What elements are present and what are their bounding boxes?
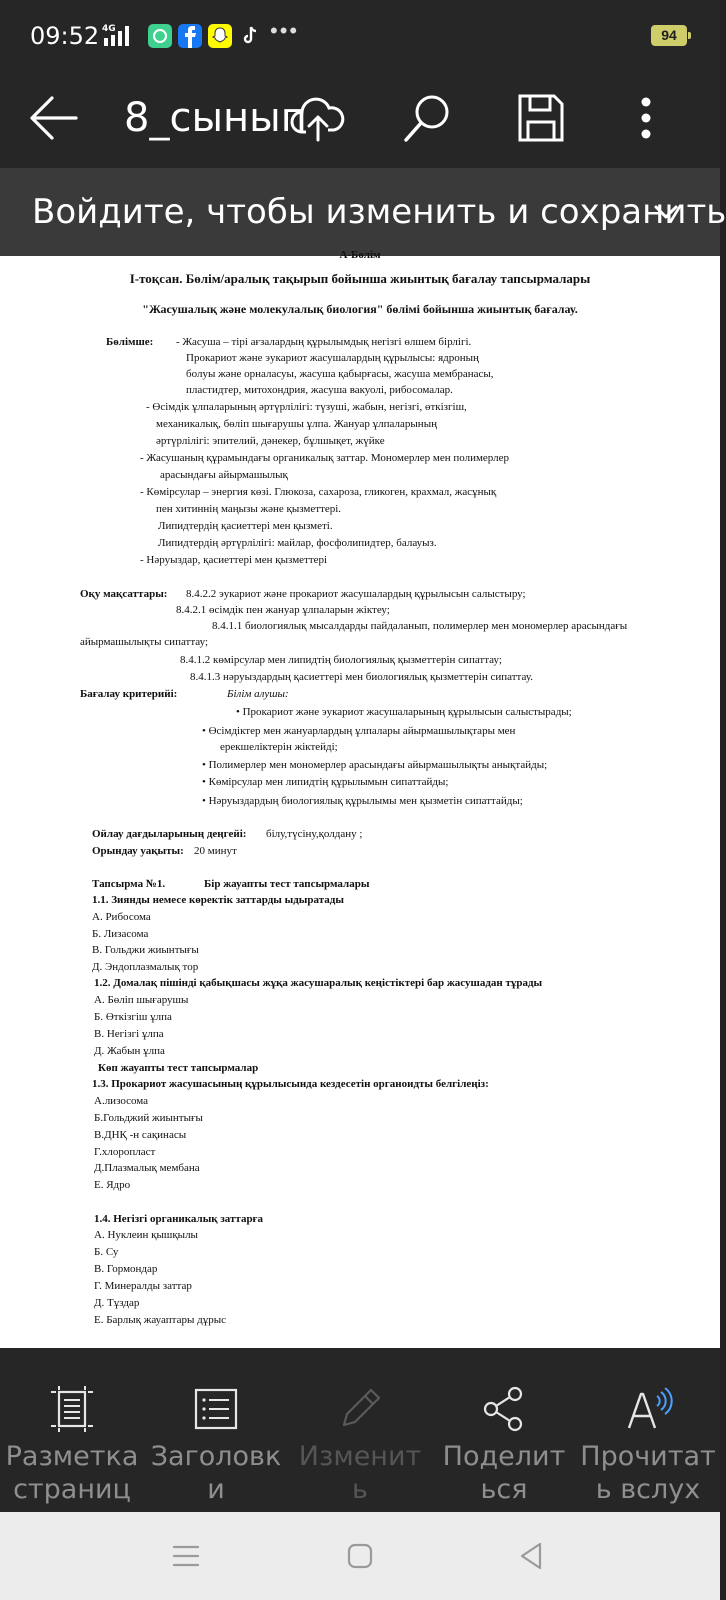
network-type: 4G bbox=[102, 24, 116, 34]
section-line: әртүрлілігі: эпителий, дәнекер, бұлшықет, жүйке bbox=[156, 435, 385, 447]
status-bar bbox=[0, 0, 720, 72]
back-arrow-icon[interactable] bbox=[22, 86, 86, 150]
objective-line: 8.4.1.1 биологиялық мысалдарды пайдаланып, полимерлер мен мономерлер арасындағы bbox=[212, 620, 628, 632]
task-label: Тапсырма №1. bbox=[92, 878, 166, 890]
answer-option: Д. Эндоплазмалық тор bbox=[92, 961, 199, 973]
edit-label: Изменить bbox=[298, 1441, 422, 1505]
section-label: Бөлімше: bbox=[106, 336, 154, 348]
criteria-line: • Нәруыздардың биологиялық құрылымы мен қызметін сипаттайды; bbox=[202, 795, 523, 807]
multi-answer-heading: Көп жауапты тест тапсырмалар bbox=[98, 1062, 259, 1074]
section-line: - Көмірсулар – энергия көзі. Глюкоза, сахароза, гликоген, крахмал, жасұнық bbox=[140, 486, 497, 498]
document-subtitle: "Жасушалық және молекулалық биология" бөлімі бойынша жиынтық бағалау. bbox=[142, 302, 578, 316]
headings-label: Заголовки bbox=[150, 1441, 282, 1505]
system-nav-bar bbox=[0, 1512, 720, 1600]
document-page[interactable] bbox=[0, 249, 720, 1348]
edit-pencil-icon bbox=[335, 1384, 385, 1434]
section-line: болуы және орналасуы, жасуша қабырғасы, жасуша мембранасы, bbox=[186, 368, 494, 380]
messaging-app-icon bbox=[148, 24, 172, 48]
question-title: 1.1. Зиянды немесе көректік заттарды ыдыратады bbox=[92, 894, 344, 906]
app-bar bbox=[0, 72, 720, 168]
answer-option: Г.хлоропласт bbox=[94, 1146, 156, 1158]
read-aloud-label: Прочитать вслух bbox=[580, 1441, 716, 1505]
facebook-icon bbox=[178, 24, 202, 48]
answer-option: Б. Лизасома bbox=[92, 928, 149, 940]
section-line: Липидтердің қасиеттері мен қызметі. bbox=[158, 520, 333, 532]
save-icon[interactable] bbox=[508, 86, 572, 150]
answer-option: А. Бөліп шығарушы bbox=[94, 994, 189, 1006]
status-time: 09:52 bbox=[30, 22, 100, 50]
objective-line: 8.4.1.2 көмірсулар мен липидтің биологиялық қызметтерін сипаттау; bbox=[180, 654, 502, 666]
criteria-line: • Полимерлер мен мономерлер арасындағы айырмашылықты анықтайды; bbox=[202, 759, 548, 771]
objectives-label: Оқу мақсаттары: bbox=[80, 588, 168, 600]
answer-option: А. Рибосома bbox=[92, 911, 151, 923]
criteria-label: Бағалау критерийі: bbox=[80, 688, 178, 700]
bottom-toolbar bbox=[0, 1348, 720, 1512]
answer-option: Д.Плазмалық мембана bbox=[94, 1162, 200, 1174]
share-button[interactable] bbox=[432, 1348, 576, 1512]
page-layout-button[interactable] bbox=[0, 1348, 144, 1512]
duration-label: Орындау уақыты: bbox=[92, 845, 184, 857]
answer-option: Г. Минералды заттар bbox=[94, 1280, 192, 1292]
criteria-line: ерекшеліктерін жіктейді; bbox=[220, 741, 338, 753]
answer-option: Е. Ядро bbox=[94, 1179, 131, 1191]
objective-line: 8.4.1.3 нәруыздардың қасиеттері мен биологиялық қызметтерін сипаттау. bbox=[190, 671, 533, 683]
section-line: Прокариот және эукариот жасушалардың құрылысы: ядроның bbox=[186, 352, 479, 364]
section-line: пен хитиннің маңызы және қызметтері. bbox=[156, 503, 342, 515]
sign-in-banner[interactable] bbox=[0, 168, 726, 256]
thinking-skills-value: білу,түсіну,қолдану ; bbox=[266, 828, 363, 840]
answer-option: Б. Өткізгіш ұлпа bbox=[94, 1011, 172, 1023]
cloud-upload-icon[interactable] bbox=[286, 86, 350, 150]
answer-option: Д. Жабын ұлпа bbox=[94, 1045, 165, 1057]
headings-button[interactable] bbox=[144, 1348, 288, 1512]
edit-button[interactable] bbox=[288, 1348, 432, 1512]
document-title: 8_сынып bbox=[124, 95, 307, 141]
answer-option: Б.Гольджий жиынтығы bbox=[94, 1112, 203, 1124]
section-line: - Жасуша – тірі ағзалардың құрылымдық негізгі өлшем бірлігі. bbox=[176, 336, 472, 348]
criteria-line: • Көмірсулар мен липидтің құрылымын сипаттайды; bbox=[202, 776, 449, 788]
answer-option: А.лизосома bbox=[94, 1095, 149, 1107]
criteria-line: • Өсімдіктер мен жануарлардың ұлпалары айырмашылықтары мен bbox=[202, 725, 516, 737]
battery-indicator bbox=[651, 25, 687, 46]
snapchat-icon bbox=[208, 24, 232, 48]
signal-icon bbox=[100, 22, 140, 48]
section-line: - Нәруыздар, қасиеттері мен қызметтері bbox=[140, 554, 328, 566]
question-title: 1.2. Домалақ пішінді қабықшасы жұқа жасушаралық кеңістіктері бар жасушадан тұрады bbox=[94, 977, 543, 989]
headings-icon bbox=[191, 1384, 241, 1434]
recent-apps-icon[interactable] bbox=[166, 1536, 206, 1576]
page-layout-label: Разметка страниц bbox=[5, 1441, 139, 1505]
document-title-heading: І-тоқсан. Бөлім/аралық тақырып бойынша жиынтық бағалау тапсырмалары bbox=[129, 271, 591, 286]
read-aloud-icon bbox=[623, 1384, 673, 1434]
section-line: арасындағы айырмашылық bbox=[160, 469, 288, 481]
section-line: пластидтер, митохондрия, жасуша вакуолі, рибосомалар. bbox=[186, 384, 453, 396]
more-notifications-icon: ••• bbox=[270, 18, 300, 43]
search-icon[interactable] bbox=[396, 86, 460, 150]
answer-option: В.ДНҚ -н сақинасы bbox=[94, 1129, 187, 1141]
share-icon bbox=[479, 1384, 529, 1434]
objective-line: 8.4.2.2 эукариот және прокариот жасушалардың құрылысын салыстыру; bbox=[186, 588, 526, 600]
section-heading: А-Бөлім bbox=[339, 249, 381, 261]
objective-line: айырмашылықты сипаттау; bbox=[80, 636, 209, 648]
section-line: - Өсімдік ұлпаларының әртүрлілігі: түзуші, жабын, негізгі, өткізгіш, bbox=[146, 401, 467, 413]
answer-option: А. Нуклеин қышқылы bbox=[94, 1229, 198, 1241]
criteria-intro: Білім алушы: bbox=[227, 688, 289, 700]
section-line: - Жасушаның құрамындағы органикалық заттар. Мономерлер мен полимерлер bbox=[140, 452, 510, 464]
answer-option: В. Гольджи жиынтығы bbox=[92, 944, 199, 956]
criteria-line: • Прокариот және эукариот жасушаларының құрылысын салыстырады; bbox=[236, 706, 572, 718]
section-line: Липидтердің әртүрлілігі: майлар, фосфолипидтер, балауыз. bbox=[158, 537, 437, 549]
objective-line: 8.4.2.1 өсімдік пен жануар ұлпаларын жіктеу; bbox=[176, 604, 390, 616]
more-vertical-icon[interactable] bbox=[614, 86, 678, 150]
share-label: Поделиться bbox=[442, 1441, 566, 1505]
answer-option: Д. Тұздар bbox=[94, 1297, 140, 1309]
duration-value: 20 минут bbox=[194, 845, 237, 857]
tiktok-icon bbox=[238, 24, 262, 48]
chevron-down-icon[interactable] bbox=[646, 192, 686, 232]
answer-option: В. Негізгі ұлпа bbox=[94, 1028, 164, 1040]
page-layout-icon bbox=[47, 1384, 97, 1434]
home-icon[interactable] bbox=[340, 1536, 380, 1576]
answer-option: В. Гормондар bbox=[94, 1263, 158, 1275]
answer-option: Е. Барлық жауаптары дұрыс bbox=[94, 1314, 226, 1326]
back-icon[interactable] bbox=[512, 1536, 552, 1576]
section-line: механикалық, бөліп шығарушы ұлпа. Жануар ұлпаларының bbox=[156, 418, 437, 430]
battery-level: 94 bbox=[661, 27, 677, 43]
answer-option: Б. Су bbox=[94, 1246, 119, 1258]
thinking-skills-label: Ойлау дағдыларының деңгейі: bbox=[92, 828, 247, 840]
read-aloud-button[interactable] bbox=[576, 1348, 720, 1512]
sign-in-banner-text[interactable]: Войдите, чтобы изменить и сохранить bbox=[32, 192, 726, 232]
question-title: 1.4. Негізгі органикалық заттарға bbox=[94, 1213, 264, 1225]
task-type: Бір жауапты тест тапсырмалары bbox=[204, 878, 370, 890]
question-title: 1.3. Прокариот жасушасының құрылысында кездесетін органоидты белгілеңіз: bbox=[92, 1078, 489, 1090]
